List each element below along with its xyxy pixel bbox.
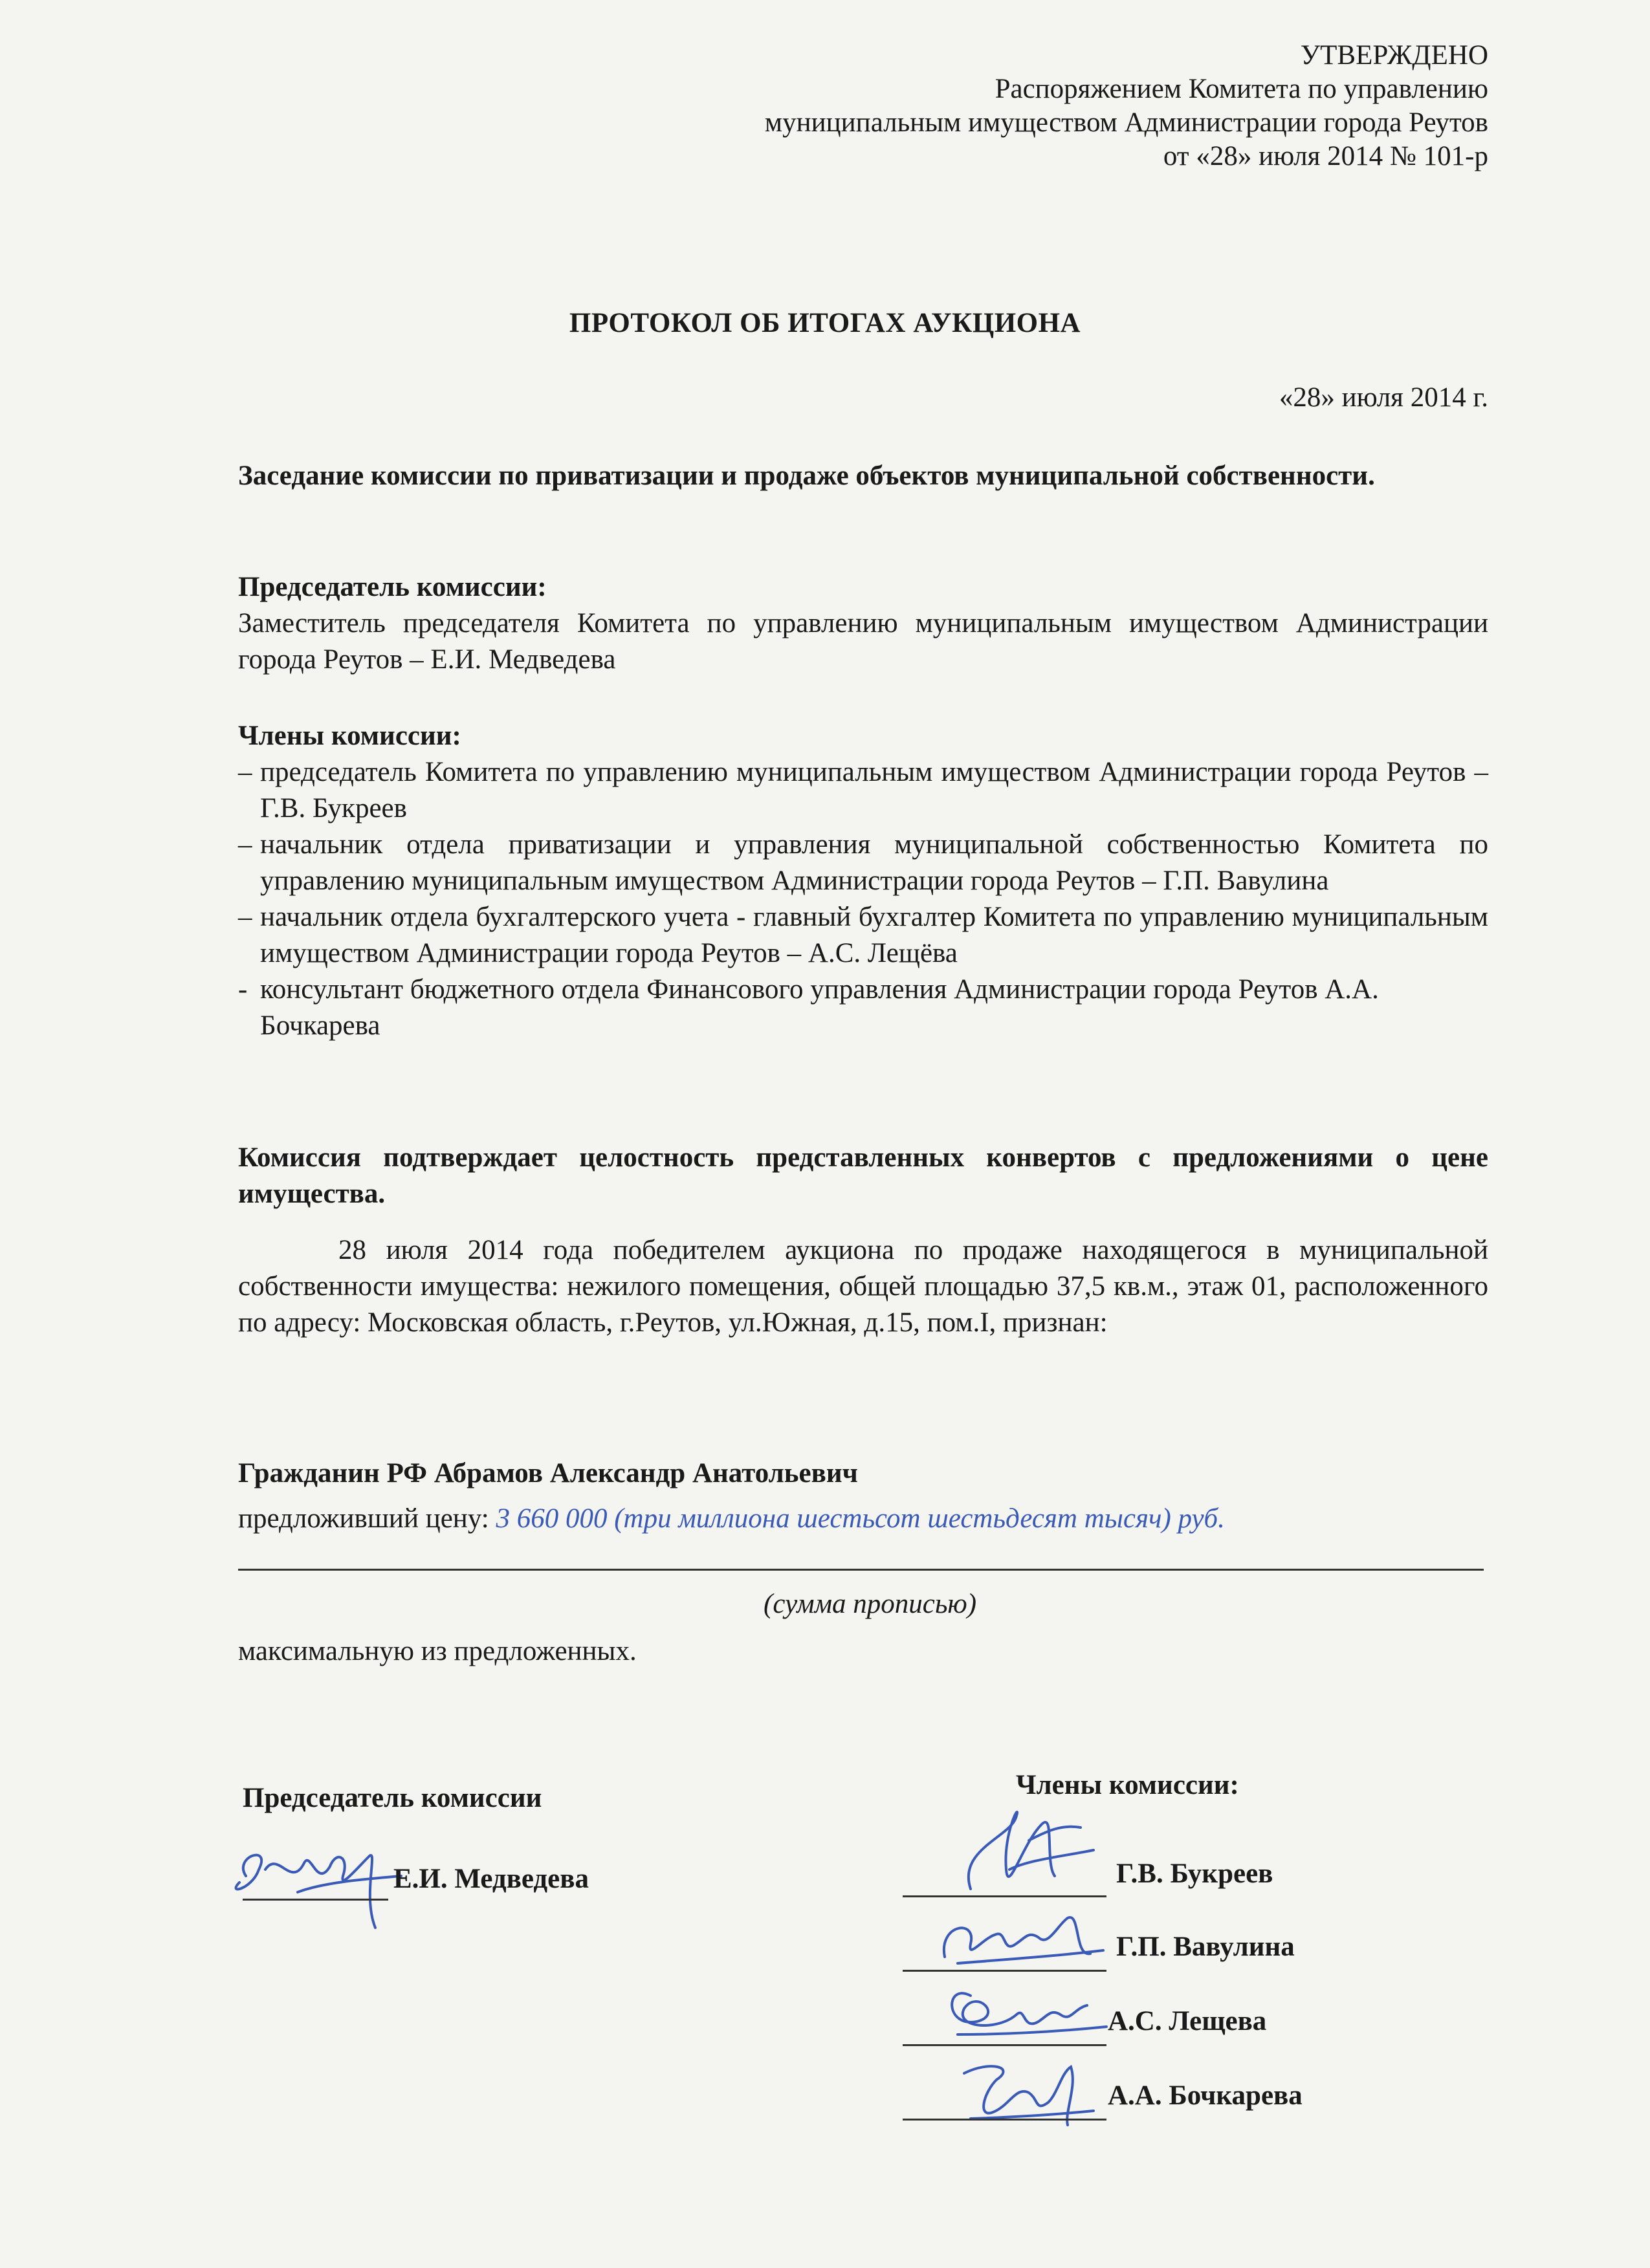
member-item: - консультант бюджетного отдела Финансового управления Администрации города Реутов А.А. Бочкарева — [238, 974, 1379, 1041]
meeting-heading: Заседание комиссии по приватизации и продаже объектов муниципальной собственности. — [238, 461, 1375, 491]
members-sign-label: Члены комиссии: — [1016, 1770, 1239, 1800]
member-item: – начальник отдела бухгалтерского учета - главный бухгалтер Комитета по управлению муниципальным имуществом Администрации города Реутов – А.С. Лещёва — [238, 902, 1488, 968]
chairman-text: Заместитель председателя Комитета по управлению муниципальным имуществом Администрации города Реутов – Е.И. Медведева — [238, 608, 1488, 675]
price-line — [238, 1501, 1488, 1537]
price-value: 3 660 000 (три миллиона шестьсот шестьдесят тысяч) руб. — [496, 1503, 1225, 1534]
members-label: Члены комиссии: — [238, 721, 461, 751]
amount-in-words-hint: (сумма прописью) — [764, 1589, 977, 1619]
member-item: – председатель Комитета по управлению муниципальным имуществом Администрации города Реутов – Г.В. Букреев — [238, 757, 1488, 823]
member-name-bochkareva: А.А. Бочкарева — [1108, 2080, 1303, 2111]
chairman-sign-line — [243, 1899, 388, 1901]
winner-name: Гражданин РФ Абрамов Александр Анатольевич — [238, 1458, 858, 1488]
chairman-sign-label: Председатель комиссии — [243, 1783, 542, 1813]
member-sign-line — [903, 2044, 1106, 2046]
approval-line-1: Распоряжением Комитета по управлению — [995, 74, 1488, 104]
approval-line-2: муниципальным имуществом Администрации города Реутов — [764, 107, 1488, 138]
document-date: «28» июля 2014 г. — [1279, 382, 1488, 413]
page-title: ПРОТОКОЛ ОБ ИТОГАХ АУКЦИОНА — [569, 308, 1081, 338]
member-name-leshcheva: А.С. Лещева — [1108, 2006, 1267, 2036]
chairman-signature — [220, 1831, 414, 1934]
member-sign-line — [903, 1895, 1106, 1897]
member-name-bukreev: Г.В. Букреев — [1116, 1859, 1273, 1889]
member-name-vavulina: Г.П. Вавулина — [1116, 1932, 1295, 1962]
approval-title: УТВЕРЖДЕНО — [1300, 40, 1488, 71]
price-underline — [238, 1569, 1484, 1571]
approval-stamp — [765, 39, 1488, 173]
price-label: предложивший цену: — [238, 1503, 489, 1534]
max-offer-text: максимальную из предложенных. — [238, 1636, 637, 1666]
approval-line-3: от «28» июля 2014 № 101-р — [1163, 141, 1488, 171]
member-sign-line — [903, 2119, 1106, 2121]
chairman-sign-name: Е.И. Медведева — [393, 1864, 589, 1894]
member-item: – начальник отдела приватизации и управления муниципальной собственностью Комитета по управлению муниципальным имуществом Администрации города Реутов – Г.П. Вавулина — [238, 829, 1488, 896]
chairman-label: Председатель комиссии: — [238, 572, 547, 602]
members-list — [238, 754, 1488, 1044]
member-signature-3 — [919, 1970, 1113, 2054]
commission-confirmation: Комиссия подтверждает целостность представленных конвертов с предложениями о цене имущества. — [238, 1142, 1488, 1209]
auction-result-text: 28 июля 2014 года победителем аукциона по продаже находящегося в муниципальной собственности имущества: нежилого помещения, общей площадью 37,5 кв.м., этаж 01, расположенного по адресу: Московская область, г.Реутов, ул.Южная, д.15, пом.I, признан: — [238, 1235, 1488, 1338]
